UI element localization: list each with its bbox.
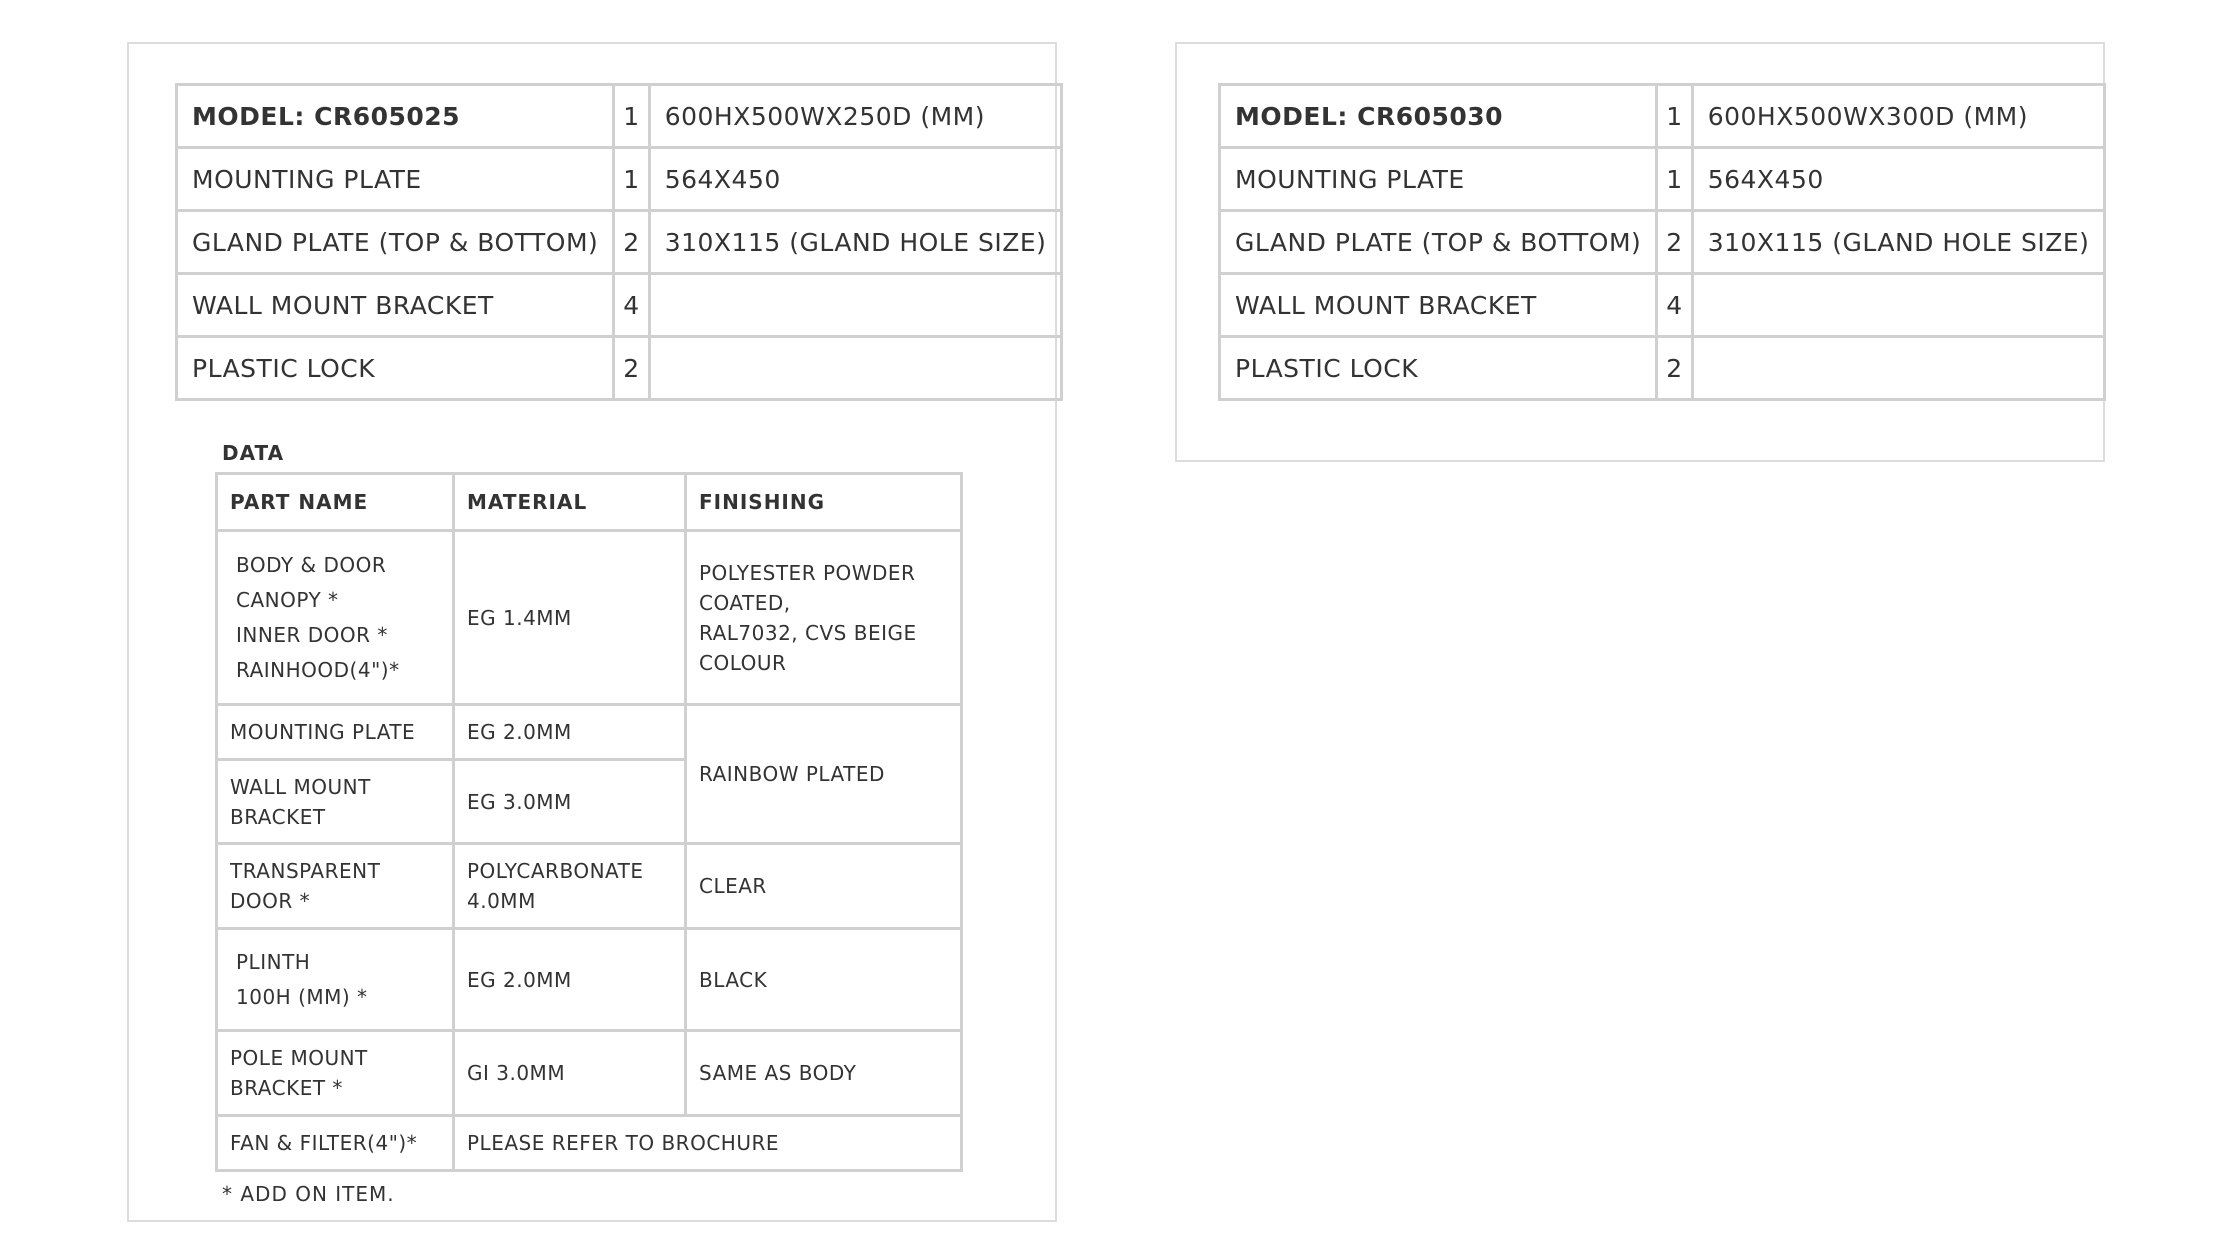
spec-row — [177, 148, 1062, 211]
model-row — [1220, 85, 2105, 148]
part-name: CANOPY * — [236, 587, 339, 612]
data-row-fan-filter — [217, 1116, 962, 1171]
material-cell — [454, 844, 686, 929]
add-on-footnote: * ADD ON ITEM. — [222, 1182, 395, 1206]
material-line: 4.0MM — [467, 889, 536, 913]
part-name-cell — [217, 929, 454, 1031]
spec-qty: 2 — [1657, 211, 1692, 274]
data-row-plinth — [217, 929, 962, 1031]
model-dimensions: 600HX500WX250D (MM) — [649, 85, 1062, 148]
spec-row — [177, 274, 1062, 337]
brochure-note: PLEASE REFER TO BROCHURE — [454, 1116, 962, 1171]
spec-value: 310X115 (GLAND HOLE SIZE) — [649, 211, 1062, 274]
data-row-body-door — [217, 531, 962, 705]
model-dimensions: 600HX500WX300D (MM) — [1692, 85, 2105, 148]
part-name: BODY & DOOR — [236, 552, 387, 577]
spec-label: MOUNTING PLATE — [177, 148, 614, 211]
model-name: MODEL: CR605025 — [177, 85, 614, 148]
product-panel-cr605030 — [1175, 42, 2105, 462]
finishing-line: POLYESTER POWDER — [699, 560, 916, 585]
part-name-cell — [217, 531, 454, 705]
spec-row — [177, 211, 1062, 274]
finishing-cell — [686, 531, 962, 705]
spec-qty: 2 — [614, 211, 649, 274]
model-name: MODEL: CR605030 — [1220, 85, 1657, 148]
spec-qty: 4 — [1657, 274, 1692, 337]
spec-qty: 2 — [1657, 337, 1692, 400]
part-name: BRACKET * — [230, 1076, 343, 1100]
material-line: POLYCARBONATE — [467, 859, 644, 883]
data-header-row — [217, 474, 962, 531]
spec-row — [1220, 274, 2105, 337]
data-row-mounting-plate — [217, 705, 962, 760]
part-name: RAINHOOD(4")* — [236, 657, 400, 682]
header-finishing: FINISHING — [686, 474, 962, 531]
finishing-line: COATED, — [699, 590, 791, 615]
part-name-cell — [217, 760, 454, 844]
data-row-pole-mount — [217, 1031, 962, 1116]
spec-table-cr605030 — [1218, 83, 2106, 401]
part-name: WALL MOUNT — [230, 774, 371, 799]
part-name: 100H (MM) * — [236, 984, 368, 1009]
model-qty: 1 — [1657, 85, 1692, 148]
finishing-cell: BLACK — [686, 929, 962, 1031]
spec-label: MOUNTING PLATE — [1220, 148, 1657, 211]
part-name-cell — [217, 844, 454, 929]
spec-label: WALL MOUNT BRACKET — [1220, 274, 1657, 337]
spec-qty: 4 — [614, 274, 649, 337]
material-cell: EG 1.4MM — [454, 531, 686, 705]
part-name: TRANSPARENT — [230, 859, 381, 883]
spec-label: PLASTIC LOCK — [1220, 337, 1657, 400]
material-cell: EG 2.0MM — [454, 705, 686, 760]
product-panel-cr605025 — [127, 42, 1057, 1222]
spec-label: PLASTIC LOCK — [177, 337, 614, 400]
part-name-cell — [217, 1031, 454, 1116]
spec-label: WALL MOUNT BRACKET — [177, 274, 614, 337]
spec-row — [1220, 148, 2105, 211]
part-name: POLE MOUNT — [230, 1046, 368, 1070]
spec-value — [1692, 274, 2105, 337]
material-cell: GI 3.0MM — [454, 1031, 686, 1116]
part-name-cell: FAN & FILTER(4")* — [217, 1116, 454, 1171]
finishing-line: RAL7032, CVS BEIGE — [699, 620, 917, 645]
data-row-transparent-door — [217, 844, 962, 929]
part-name-cell: MOUNTING PLATE — [217, 705, 454, 760]
spec-value — [649, 274, 1062, 337]
spec-table-cr605025 — [175, 83, 1063, 401]
model-qty: 1 — [614, 85, 649, 148]
part-name: DOOR * — [230, 889, 311, 913]
data-section-title: DATA — [222, 441, 285, 465]
spec-label: GLAND PLATE (TOP & BOTTOM) — [177, 211, 614, 274]
material-cell: EG 2.0MM — [454, 929, 686, 1031]
part-name: INNER DOOR * — [236, 622, 388, 647]
part-name: PLINTH — [236, 949, 311, 974]
spec-value — [649, 337, 1062, 400]
spec-qty: 1 — [1657, 148, 1692, 211]
spec-qty: 1 — [614, 148, 649, 211]
finishing-cell: RAINBOW PLATED — [686, 705, 962, 844]
material-cell: EG 3.0MM — [454, 760, 686, 844]
model-row — [177, 85, 1062, 148]
spec-qty: 2 — [614, 337, 649, 400]
part-name: BRACKET — [230, 804, 326, 829]
spec-row — [1220, 337, 2105, 400]
spec-value: 310X115 (GLAND HOLE SIZE) — [1692, 211, 2105, 274]
spec-value — [1692, 337, 2105, 400]
finishing-line: COLOUR — [699, 650, 787, 675]
spec-value: 564X450 — [649, 148, 1062, 211]
header-part-name: PART NAME — [217, 474, 454, 531]
spec-label: GLAND PLATE (TOP & BOTTOM) — [1220, 211, 1657, 274]
spec-row — [1220, 211, 2105, 274]
header-material: MATERIAL — [454, 474, 686, 531]
finishing-cell: SAME AS BODY — [686, 1031, 962, 1116]
spec-value: 564X450 — [1692, 148, 2105, 211]
material-data-table — [215, 472, 963, 1172]
spec-row — [177, 337, 1062, 400]
finishing-cell: CLEAR — [686, 844, 962, 929]
